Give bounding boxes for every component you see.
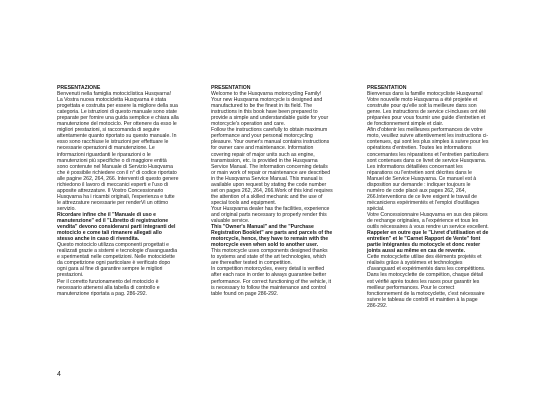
page-number: 4 [57, 371, 61, 378]
paragraph: Welcome to the Husqvarna motorcycling Family! [211, 91, 322, 98]
section-heading: PRESENTATION [211, 85, 251, 91]
paragraph: Benvenuti nella famiglia motociclistica Husqvarna! [57, 91, 172, 98]
section-heading: PRESENTAZIONE [57, 85, 101, 91]
paragraph: Afin d'obtenir les meilleures performances de votre moto, veuillez suivre attentivement les instructions ci-contenues, qui sont les plus simples à suivre pour les opérations d'entretien. Toutes les informations concernantes les réparations et l'entretien particuliers sont contenues dans ce livret de service Husqvarna. Les informations détaillées concernant les réparations ou l'entretien sont décrites dans le Manuel de Service Husqvarna. Ce manuel est à disposition sur demande : indiquer toujours le numéro de code placé aux pages 262, 264, 266.Interventions de ce livre exigent le travail de mécaniciens expérimentés et l'emploi d'outillages spécial. [367, 127, 489, 212]
paragraph: This "Owner's Manual" and the "Purchase Registration Booklet" are parts and parcels of the motorcycle, hence, they have to remain with the motorcycle even when sold to another user. [211, 224, 333, 249]
paragraph: Your Husqvarna dealer has the facilities, experience and original parts necessary to properly render this valuable service. [211, 205, 330, 225]
column-english [211, 85, 333, 297]
section-heading: PRESENTATION [367, 85, 407, 91]
column-french [367, 85, 489, 309]
paragraph: Your new Husqvarna motorcycle is designed and manufactured to be the finest in its field. The instructions in this book have been prepared to provide a simple and understandable guide for your motorcycle's operation and care. [211, 97, 329, 128]
paragraph: La Vostra nuova motocicletta Husqvarna è stata progettata e costruita per essere la migliore della sua categoria. Le istruzioni di questo manuale sono state preparate per fornire una guida semplice e chiara alla manutenzione del motociclo. Per ottenere da esso le migliori prestazioni, si raccomanda di seguire attentamente quanto riportato su questo manuale. In esso sono racchiuse le istruzioni per effettuare le necessarie operazioni di manutenzione. Le informazioni riguardanti le riparazioni o le manutenzioni più specifiche o di maggiore entità sono contenute nel Manuale di Servizio Husqvarna che è possibile richiedere con il n° di codice riportato alle pagine 262, 264, 266. Interventi di questo genere richiedono il lavoro di meccanici esperti e l'uso di apposite attrezzature. Il Vostro Concessionario Husqvarna ha i ricambi originali, l'esperienza e tutte le attrezzature necessarie per renderVi un ottimo servizio. [57, 97, 179, 212]
paragraph: Bienvenus dans la famille motocycliste Husqvarna! Votre nouvelle moto Husqvarna a été projetée et construite pour qu'elle soit la meilleure dans son genre. Les instructions de service ci-incluses ont été préparées pour vous fournir une guide d'entretien et de fonctionnement simple et clair. [367, 91, 487, 128]
paragraph: Cette motocyclette utilise des éléments projetés et réalisés grâce à systèmes et technologies d'avanguard et expérimentés dans les compétitions. [367, 254, 486, 273]
paragraph: Votre Concessionnaire Husqvarna en sus des pièces de rechange originales, a l'expérience et tous les outils nécessaires à vous rendre un service excellent. [367, 211, 489, 231]
column-italian [57, 85, 179, 297]
paragraph: Ricordare infine che il "Manuale di uso e manutenzione" ed il "Libretto di registrazione vendita" devono considerarsi parti integranti del motociclo e come tali rimanere allegati allo stesso anche in caso di rivendita. [57, 211, 176, 243]
paragraph: Rappeler en outre que le "Livret d'utilisation et de entretien" et le "Carnet Rapport de Vente" font partie intégrantes du motocycle et donc rester joints aussi au même en cas de revente. [367, 230, 489, 255]
paragraph: This motorcycle uses components designed thanks to systems and state of the art technologies, which are thereafter tested in competition. [211, 248, 328, 267]
paragraph: Dans les motocyclette de compétion, chaque détail est vérifié après toutes les races pour garantir les meilleur performances. Pour le correct fonctionnement de la motocyclette, c'est nécessaire suivre le tableau de contrôl et maintien à la page 286-292. [367, 272, 485, 309]
paragraph: Questo motociclo utilizza componenti progettati e realizzati grazie a sistemi e tecnologie d'avanguardia e sperimentati nelle competizioni. Nelle motociclette da competizione ogni particolare è verificato dopo ogni gara al fine di garantire sempre le migliori prestazioni. [57, 242, 178, 279]
paragraph: Follow the instructions carefully to obtain maximum performance and your personal motorcycling pleasure. Your owner's manual contains instructions for owner care and maintenance. Information covering repair of major units such as engine, transmission, etc. is provided in the Husqvarna Service Manual. The information concerning details or main work of repair or maintenance are described in the Husqvarna Service Manual. This manual is available upon request by stating the code number set on pages 262, 264, 266.Work of this kind requires the attention of a skilled mechanic and the use of special tools and equipment. [211, 127, 333, 206]
paragraph: In competition motorcycles, every detail is verified after each race in order to always guarantee better performance. For correct functioning of the vehicle, it is necessary to follow the maintenance and control table found on page 286-292. [211, 266, 332, 297]
paragraph: Per il corretto funzionamento del motociclo è necessario attenersi alla tabella di controllo e manutenzione riportata a pag. 286-292. [57, 278, 160, 297]
